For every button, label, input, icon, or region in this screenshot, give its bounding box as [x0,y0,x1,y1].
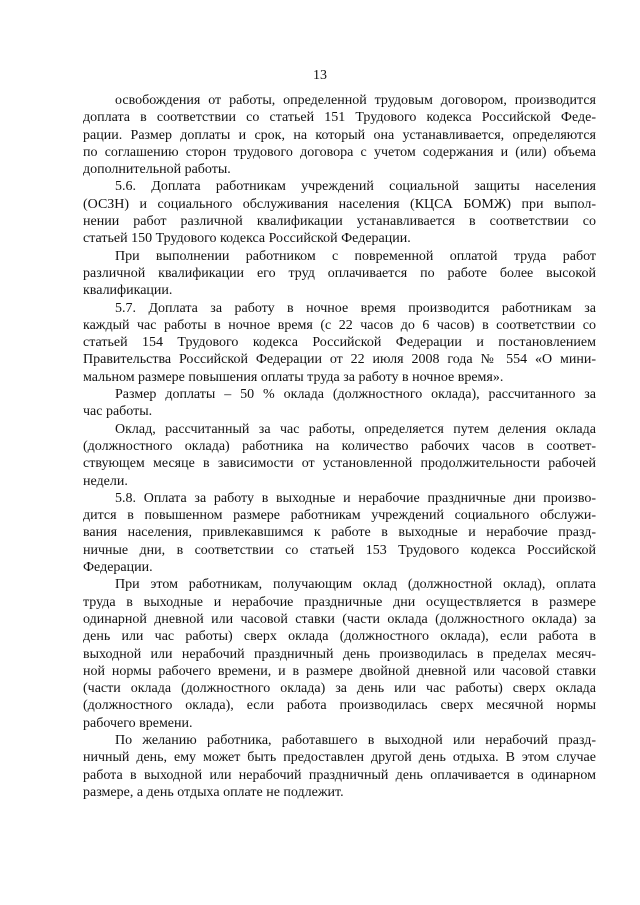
text-line: размере, а день отдыха оплате не подлежит. [83,784,344,800]
text-line: статьей 154 Трудового кодекса Российской Федерации и постановлением [83,335,596,351]
paragraph-p4 [83,300,596,386]
text-line: (ОСЗН) и социального обслуживания населения (КЦСА БОМЖ) при выпол- [83,196,596,212]
text-line: ничные дни, в соответствии со статьей 153 Трудового кодекса Российской [83,542,596,558]
text-line: час работы. [83,404,153,420]
text-line: освобождения от работы, определенной трудовым договором, производится [115,93,596,108]
text-line: доплата в соответствии со статьей 151 Трудового кодекса Российской Феде- [83,110,596,126]
text-line: (должностного оклада), если работа производилась сверх месячной нормы [83,698,596,714]
text-line: Правительства Российской Федерации от 22 июля 2008 года № 554 «О мини- [83,352,596,368]
text-line: нении работ различной квалификации устанавливается в соответствии со [83,214,596,230]
paragraph-p6 [83,421,596,490]
text-line: ничный день, ему может быть предоставлен другой день отдыха. В этом случае [83,750,596,766]
text-line: (должностного оклада) работника на количество рабочих часов в соответ- [83,438,596,454]
text-line: 5.6. Доплата работникам учреждений социальной защиты населения [115,179,596,195]
text-line: рации. Размер доплаты и срок, на который она устанавливается, определяются [83,127,596,143]
paragraph-p7 [83,490,596,576]
paragraph-p1 [83,92,596,178]
text-line: 5.8. Оплата за работу в выходные и нерабочие праздничные дни произво- [115,490,596,506]
text-line: Федерации. [83,560,153,576]
text-line: по соглашению сторон трудового договора с учетом содержания и (или) объема [83,144,596,160]
text-line: квалификации. [83,283,173,299]
text-line: 5.7. Доплата за работу в ночное время производится работникам за [115,300,596,316]
text-line: каждый час работы в ночное время (с 22 часов до 6 часов) в соответствии со [83,317,596,333]
text-line: вания населения, привлекавшимся к работе в выходные и нерабочие празд- [83,525,596,541]
paragraph-p9 [83,732,596,801]
paragraph-p3 [83,248,596,300]
paragraph-p5 [83,386,596,421]
document-body [83,92,596,801]
text-line: ной нормы рабочего времени, и в размере двойной дневной или часовой ставки [83,663,596,679]
text-line: (части оклада (должностного оклада) за день или час работы) сверх оклада [83,681,596,697]
text-line: день или час работы) сверх оклада (должностного оклада), если работа в [83,629,596,645]
text-line: работа в выходной или нерабочий праздничный день оплачивается в одинарном [83,767,596,783]
paragraph-p2 [83,178,596,247]
text-line: Размер доплаты – 50 % оклада (должностного оклада), рассчитанного за [115,387,596,403]
text-line: мальном размере повышения оплаты труда за работу в ночное время». [83,369,504,385]
text-line: недели. [83,473,128,489]
text-line: рабочего времени. [83,715,193,731]
text-line: дополнительной работы. [83,162,231,178]
text-line: Оклад, рассчитанный за час работы, определяется путем деления оклада [115,421,596,437]
text-line: дится в повышенном размере работникам учреждений социального обслужи- [83,508,596,524]
text-line: При этом работникам, получающим оклад (должностной оклад), оплата [115,577,596,593]
text-line: По желанию работника, работавшего в выходной или нерабочий празд- [115,732,596,748]
text-line: выходной или нерабочий праздничный день производилась в пределах месяч- [83,646,596,662]
paragraph-p8 [83,576,596,732]
text-line: одинарной дневной или часовой ставки (части оклада (должностного оклада) за [83,611,596,627]
page-number: 13 [313,68,327,83]
text-line: статьей 150 Трудового кодекса Российской Федерации. [83,231,411,247]
text-line: труда в выходные и нерабочие праздничные дни осуществляется в размере [83,594,596,610]
text-line: При выполнении работником с повременной оплатой труда работ [115,248,596,264]
text-line: различной квалификации его труд оплачивается по работе более высокой [83,265,596,281]
text-line: ствующем месяце в зависимости от установленной продолжительности рабочей [83,456,596,472]
